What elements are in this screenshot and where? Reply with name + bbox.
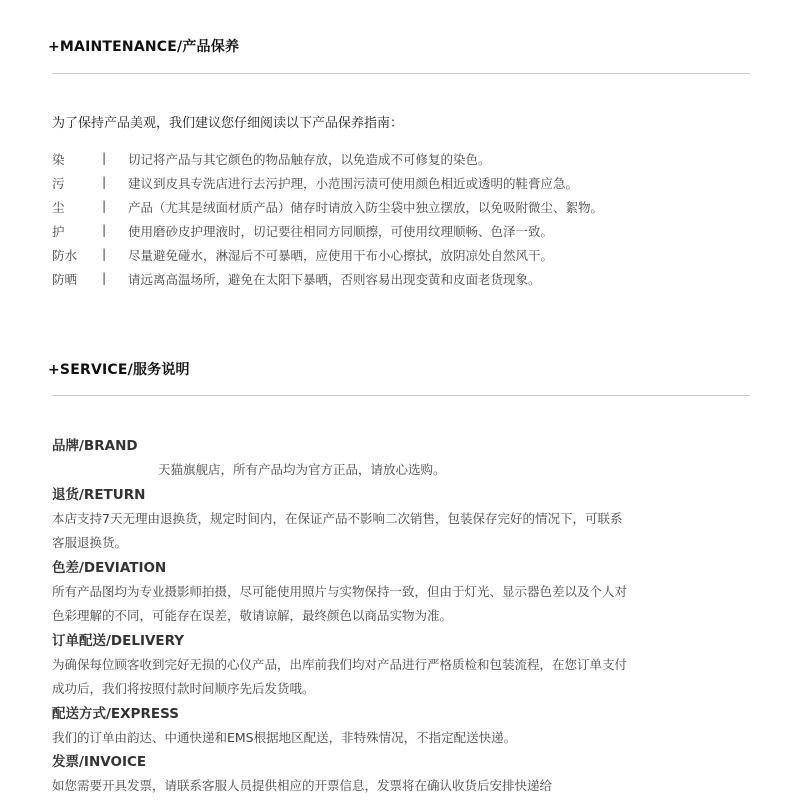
service-text: 成功后，我们将按照付款时间顺序先后发货哦。 [52,681,315,696]
service-heading: 订单配送/DELIVERY [52,632,185,649]
service-heading: 色差/DEVIATION [52,559,167,576]
service-deviation [52,556,752,629]
service-return [52,483,752,556]
care-item-sunproof [52,268,752,292]
care-item-protect [52,220,752,244]
care-separator: | [102,150,107,165]
care-item-stain [52,172,752,196]
service-heading: 配送方式/EXPRESS [52,705,179,722]
care-key: 防晒 [52,272,78,287]
service-divider [52,395,750,396]
maintenance-title: +MAINTENANCE/产品保养 [48,39,240,55]
maintenance-intro: 为了保持产品美观，我们建议您仔细阅读以下产品保养指南： [52,116,404,131]
care-text: 请远离高温场所，避免在太阳下暴晒，否则容易出现变黄和皮面老货现象。 [128,272,541,287]
care-key: 污 [52,176,65,191]
service-text: 客服退换货。 [52,535,128,550]
service-text: 天猫旗舰店，所有产品均为官方正品，请放心选购。 [158,462,446,477]
care-separator: | [102,246,107,261]
service-text: 我们的订单由韵达、中通快递和EMS根据地区配送，非特殊情况，不指定配送快递。 [52,729,517,745]
service-text: 为确保每位顾客收到完好无损的心仪产品，出库前我们均对产品进行严格质检和包装流程，在您订单支付 [52,656,628,672]
care-key: 护 [52,224,65,239]
care-key: 尘 [52,200,65,215]
care-separator: | [102,270,107,285]
care-separator: | [102,198,107,213]
care-list [52,148,752,292]
care-text: 建议到皮具专洗店进行去污护理，小范围污渍可使用颜色相近或透明的鞋膏应急。 [128,176,579,191]
care-key: 染 [52,152,65,167]
service-heading: 退货/RETURN [52,486,146,503]
service-invoice [52,750,752,799]
care-item-dye [52,148,752,172]
care-item-dust [52,196,752,220]
care-separator: | [102,174,107,189]
service-text: 色彩理解的不同，可能存在误差，敬请谅解，最终颜色以商品实物为准。 [52,608,453,623]
maintenance-divider [52,73,750,74]
service-list [52,434,752,799]
care-text: 切记将产品与其它颜色的物品触存放，以免造成不可修复的染色。 [128,152,491,167]
service-brand [52,434,752,483]
service-title: +SERVICE/服务说明 [48,362,190,378]
care-text: 使用磨砂皮护理液时，切记要往相同方同顺擦，可使用纹理顺畅、色泽一致。 [128,224,554,239]
service-delivery [52,629,752,702]
service-heading: 品牌/BRAND [52,438,138,454]
care-item-waterproof [52,244,752,268]
care-text: 产品（尤其是绒面材质产品）储存时请放入防尘袋中独立摆放，以免吸附微尘、絮物。 [128,200,604,215]
service-express [52,702,752,751]
care-separator: | [102,222,107,237]
service-text: 如您需要开具发票，请联系客服人员提供相应的开票信息，发票将在确认收货后安排快递给 [52,778,553,793]
care-key: 防水 [52,248,78,263]
service-text: 所有产品图均为专业摄影师拍摄，尽可能使用照片与实物保持一致，但由于灯光、显示器色差以及个人对 [52,583,628,599]
care-text: 尽量避免碰水，淋湿后不可暴晒，应使用干布小心擦拭，放阴凉处自然风干。 [128,248,554,263]
service-text: 本店支持7天无理由退换货，规定时间内，在保证产品不影响二次销售，包装保存完好的情况下，可联系 [52,510,623,526]
service-heading: 发票/INVOICE [52,754,147,770]
